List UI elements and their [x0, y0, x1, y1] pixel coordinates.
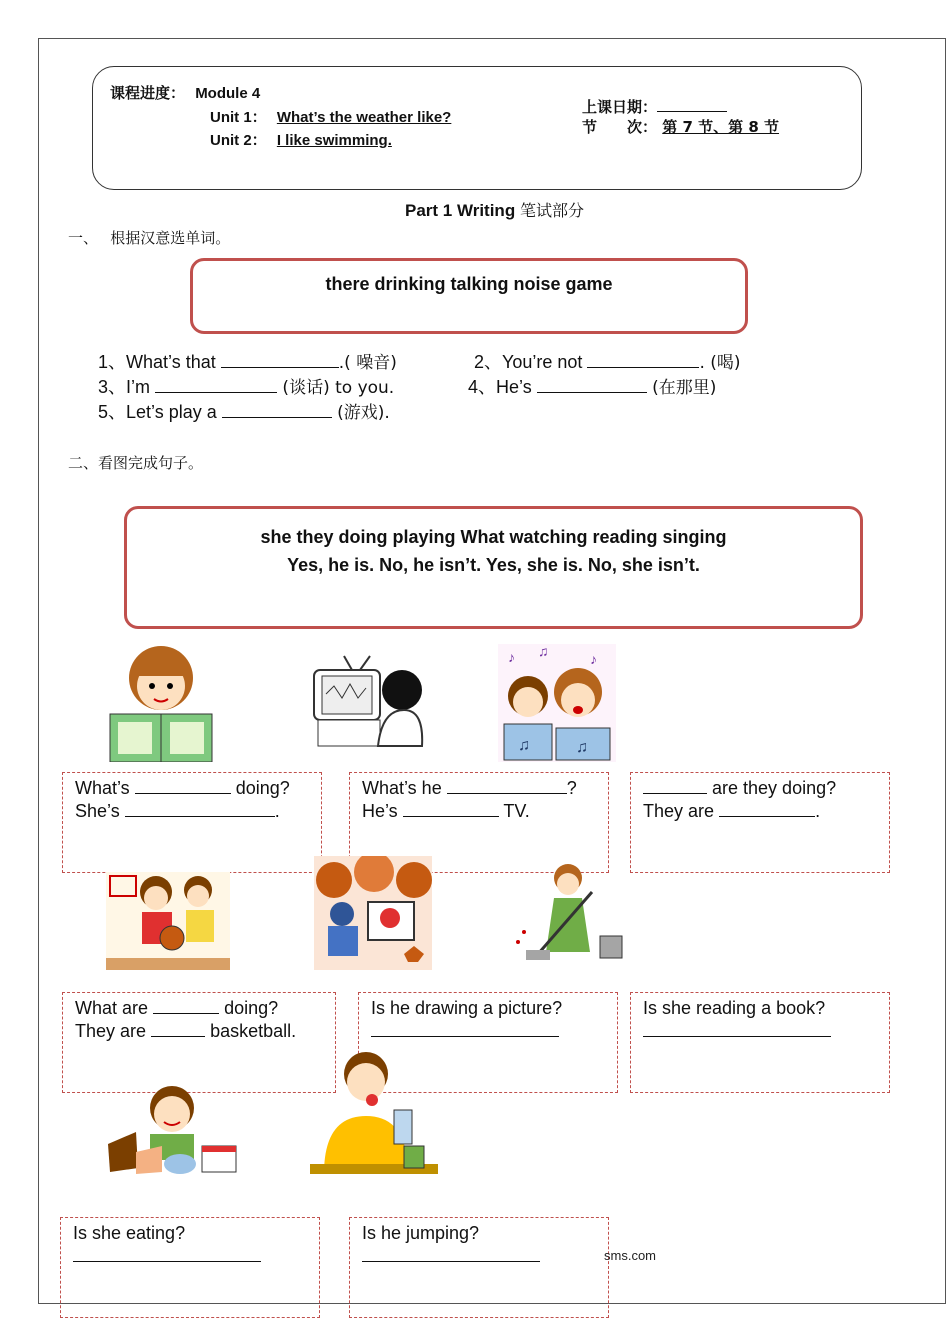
- section2-title: 二、看图完成句子。: [68, 454, 204, 472]
- music-note-2: ♫: [538, 644, 549, 659]
- boy1-face: [144, 886, 168, 910]
- box3-l1b: are they doing?: [712, 778, 837, 798]
- music-note-1: ♪: [508, 649, 515, 665]
- box2-l2a: He’s: [362, 801, 398, 821]
- dustpan: [600, 936, 622, 958]
- date-label: 上课日期：: [582, 98, 658, 116]
- box8-blank[interactable]: [362, 1247, 540, 1262]
- q4-blank[interactable]: [537, 378, 647, 393]
- cake-slice: [136, 1146, 162, 1174]
- sweeper-dress: [546, 898, 590, 952]
- box4-blank2[interactable]: [151, 1022, 205, 1037]
- box2-l2b: TV.: [503, 801, 530, 821]
- box7-blank[interactable]: [73, 1247, 261, 1262]
- tv-antenna-right: [360, 656, 370, 670]
- q5-suffix: (游戏).: [331, 403, 390, 423]
- box1-l1b: doing?: [235, 778, 290, 798]
- children-singing-picture: [498, 644, 616, 762]
- box7-question: Is she eating?: [73, 1223, 186, 1243]
- q4-suffix: (在那里): [646, 378, 717, 398]
- juice-carton: [404, 1146, 424, 1168]
- painter-body: [328, 926, 358, 956]
- q4-prefix: 4、He’s: [468, 377, 532, 397]
- autumn-tree-3: [396, 862, 432, 898]
- songbook-note-2: ♫: [576, 739, 588, 756]
- girl-reading-picture: [104, 644, 218, 762]
- part-title: [405, 198, 584, 221]
- section-value: 第 7 节、第 8 节: [662, 118, 780, 136]
- boy-body: [378, 710, 422, 746]
- canvas-drawing: [380, 908, 400, 928]
- date-blank[interactable]: [657, 97, 727, 112]
- drinker-face: [347, 1063, 385, 1101]
- q2-prefix: 2、You’re not: [474, 352, 583, 372]
- q1-suffix: .( 噪音): [338, 353, 397, 373]
- q2-blank[interactable]: [587, 353, 699, 368]
- footer-watermark: sms.com: [604, 1248, 656, 1263]
- box4-blank1[interactable]: [153, 999, 219, 1014]
- basketball: [160, 926, 184, 950]
- part-title-en: Part 1 Writing: [405, 201, 516, 220]
- progress-line: [110, 82, 260, 103]
- word-bank-1-words: there drinking talking noise game: [325, 274, 613, 294]
- box8-question: Is he jumping?: [362, 1223, 480, 1243]
- box2-blank2[interactable]: [403, 802, 499, 817]
- unit1-label: Unit 1：: [210, 109, 267, 126]
- answer-box-7: [60, 1217, 320, 1318]
- boy-watching-tv-picture: [312, 654, 424, 750]
- boy-hair: [382, 670, 422, 710]
- child2-mouth: [573, 706, 583, 714]
- box4-l2a: They are: [75, 1021, 147, 1041]
- boy2-shirt: [186, 910, 214, 942]
- court-floor: [106, 958, 230, 970]
- box3-blank1[interactable]: [643, 779, 707, 794]
- part-title-cn: 笔试部分: [519, 201, 584, 220]
- box4-l1a: What are: [75, 998, 149, 1018]
- q1-blank[interactable]: [221, 353, 339, 368]
- tv-stand: [318, 720, 380, 746]
- box4-l2b: basketball.: [210, 1021, 297, 1041]
- broom-head: [526, 950, 550, 960]
- songbook-note-1: ♫: [518, 737, 530, 754]
- book-page-left: [118, 722, 152, 754]
- child1-face: [513, 687, 543, 717]
- man-drinking-picture: [310, 1046, 438, 1174]
- drinker-mouth: [366, 1094, 378, 1106]
- q3-blank[interactable]: [155, 378, 277, 393]
- q3-prefix: 3、I’m: [98, 377, 151, 397]
- word-bank-2-line2: Yes, he is. No, he isn’t. Yes, she is. No, she isn’t.: [287, 555, 700, 575]
- q2-suffix: . (喝): [699, 353, 741, 373]
- unit1-title: What’s the weather like?: [276, 109, 452, 126]
- cake-frosting: [202, 1146, 236, 1152]
- box3-blank2[interactable]: [719, 802, 815, 817]
- book-page-right: [170, 722, 204, 754]
- box6-blank[interactable]: [643, 1022, 831, 1037]
- box3-l2a: They are: [643, 801, 715, 821]
- unit2-line: [210, 129, 392, 150]
- food-basket: [108, 1132, 138, 1172]
- progress-label: 课程进度：: [110, 85, 186, 102]
- answer-box-6: [630, 992, 890, 1093]
- box2-blank1[interactable]: [447, 779, 567, 794]
- answer-box-1: [62, 772, 322, 873]
- box2-l1b: ?: [566, 778, 577, 798]
- boy-painting-picture: [314, 856, 432, 970]
- answer-box-8: [349, 1217, 609, 1318]
- tv-screen: [322, 676, 372, 714]
- box1-l2a: She’s: [75, 801, 120, 821]
- word-bank-1: [190, 258, 748, 334]
- box3-l2b: .: [815, 801, 821, 821]
- girl-eating-picture: [106, 1082, 238, 1174]
- q5-prefix: 5、Let’s play a: [98, 402, 217, 422]
- box4-l1b: doing?: [224, 998, 279, 1018]
- q1-prefix: 1、What’s that: [98, 352, 216, 372]
- unit1-line: [210, 106, 451, 127]
- box2-l1a: What’s he: [362, 778, 442, 798]
- autumn-tree-1: [316, 862, 352, 898]
- box6-question: Is she reading a book?: [643, 998, 826, 1018]
- question-1: [98, 348, 397, 374]
- question-4: [468, 373, 716, 399]
- unit2-label: Unit 2：: [210, 132, 267, 149]
- section-line: [582, 116, 779, 137]
- girl-fringe: [134, 662, 188, 676]
- answer-box-3: [630, 772, 890, 873]
- boys-basketball-picture: [106, 872, 230, 970]
- box1-blank2[interactable]: [125, 802, 275, 817]
- box1-blank1[interactable]: [135, 779, 231, 794]
- section-label: 节 次：: [582, 118, 658, 136]
- question-5: [98, 398, 390, 424]
- painter-hat: [330, 902, 354, 926]
- question-2: [474, 348, 741, 374]
- word-bank-2: [124, 506, 863, 629]
- question-3: [98, 373, 394, 399]
- music-note-3: ♪: [590, 651, 597, 667]
- box5-question: Is he drawing a picture?: [371, 998, 563, 1018]
- q5-blank[interactable]: [222, 403, 332, 418]
- answer-box-4: [62, 992, 336, 1093]
- box1-l1a: What’s: [75, 778, 130, 798]
- word-bank-2-line1: she they doing playing What watching reading singing: [260, 527, 727, 547]
- tv-antenna-left: [344, 656, 352, 670]
- box1-l2b: .: [274, 801, 280, 821]
- sweeper-face: [557, 873, 579, 895]
- eater-face: [154, 1096, 190, 1132]
- girl-eye-right: [167, 683, 173, 689]
- box5-blank[interactable]: [371, 1022, 559, 1037]
- girl-sweeping-picture: [508, 862, 624, 968]
- q3-suffix: (谈话) to you.: [277, 378, 395, 398]
- dust-1: [516, 940, 520, 944]
- dust-2: [522, 930, 526, 934]
- drink-glass: [394, 1110, 412, 1144]
- boy2-face: [187, 885, 209, 907]
- section1-title: 一、 根据汉意选单词。: [68, 229, 231, 247]
- date-line: [582, 96, 727, 117]
- girl-eye-left: [149, 683, 155, 689]
- module-name: Module 4: [195, 85, 261, 102]
- drink-bowl: [164, 1154, 196, 1174]
- unit2-title: I like swimming.: [276, 132, 392, 149]
